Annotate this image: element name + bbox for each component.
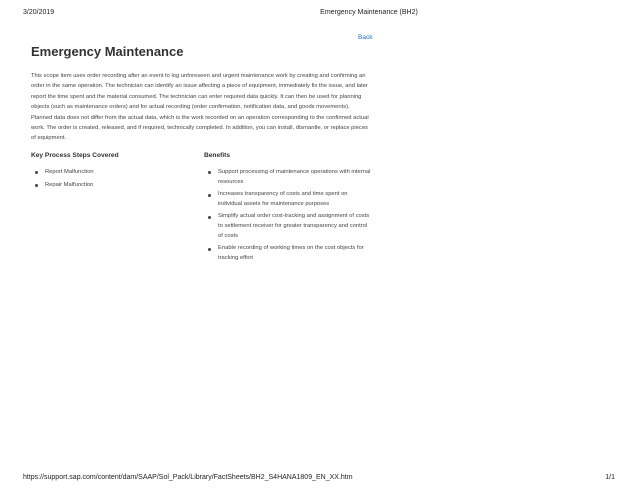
list-item bbox=[208, 212, 373, 241]
page-title: Emergency Maintenance bbox=[31, 44, 184, 59]
benefits-list bbox=[208, 168, 373, 266]
list-item bbox=[35, 168, 185, 178]
list-item bbox=[208, 244, 373, 263]
list-item bbox=[208, 168, 373, 187]
bullet-icon bbox=[208, 194, 211, 197]
benefit-text: Support processing of maintenance operations with internal resources bbox=[218, 169, 371, 185]
benefit-text: Increases transparency of costs and time spent on individual assets for maintenance purposes bbox=[218, 191, 348, 207]
list-item bbox=[208, 190, 373, 209]
benefit-text: Enable recording of working times on the cost objects for tracking effort bbox=[218, 245, 364, 261]
back-link[interactable]: Back bbox=[358, 34, 373, 41]
bullet-icon bbox=[35, 171, 38, 174]
step-text: Repair Malfunction bbox=[45, 181, 94, 188]
bullet-icon bbox=[208, 248, 211, 251]
print-footer bbox=[23, 474, 615, 486]
list-item bbox=[35, 181, 185, 191]
benefits-heading: Benefits bbox=[204, 152, 231, 159]
print-title: Emergency Maintenance (BH2) bbox=[320, 9, 418, 16]
key-steps-list bbox=[35, 168, 185, 193]
bullet-icon bbox=[35, 184, 38, 187]
print-date: 3/20/2019 bbox=[23, 9, 55, 16]
key-steps-heading: Key Process Steps Covered bbox=[31, 152, 119, 159]
print-url: https://support.sap.com/content/dam/SAAP/Sol_Pack/Library/FactSheets/BH2_S4HANA1809_EN_XX.htm bbox=[23, 474, 353, 481]
scope-description: This scope item uses order recording after an event to log unforeseen and urgent maintenance work by creating and confirming an order in the same operation. The technician can identify an issue affecting a piece of equipment, immediately fix the issue, and later report the time spent and the material consumed. The technician can enter required data quickly. It can then be used for planning objects (such as maintenance orders) and for actual recording (order confirmation, notification data, and goods movements). Planned data does not differ from the actual data, which is the work recorded on an operation corresponding to the confirmed actual work. The order is created, released, and if required, technically completed. In addition, you can install, dismantle, or replace pieces of equipment. bbox=[31, 73, 369, 142]
bullet-icon bbox=[208, 171, 211, 174]
step-text: Report Malfunction bbox=[45, 169, 94, 175]
bullet-icon bbox=[208, 216, 211, 219]
page-number: 1/1 bbox=[605, 474, 615, 481]
benefit-text: Simplify actual order cost-tracking and assignment of costs to settlement receiver for greater transparency and control of costs bbox=[218, 213, 370, 239]
print-header bbox=[23, 9, 615, 21]
